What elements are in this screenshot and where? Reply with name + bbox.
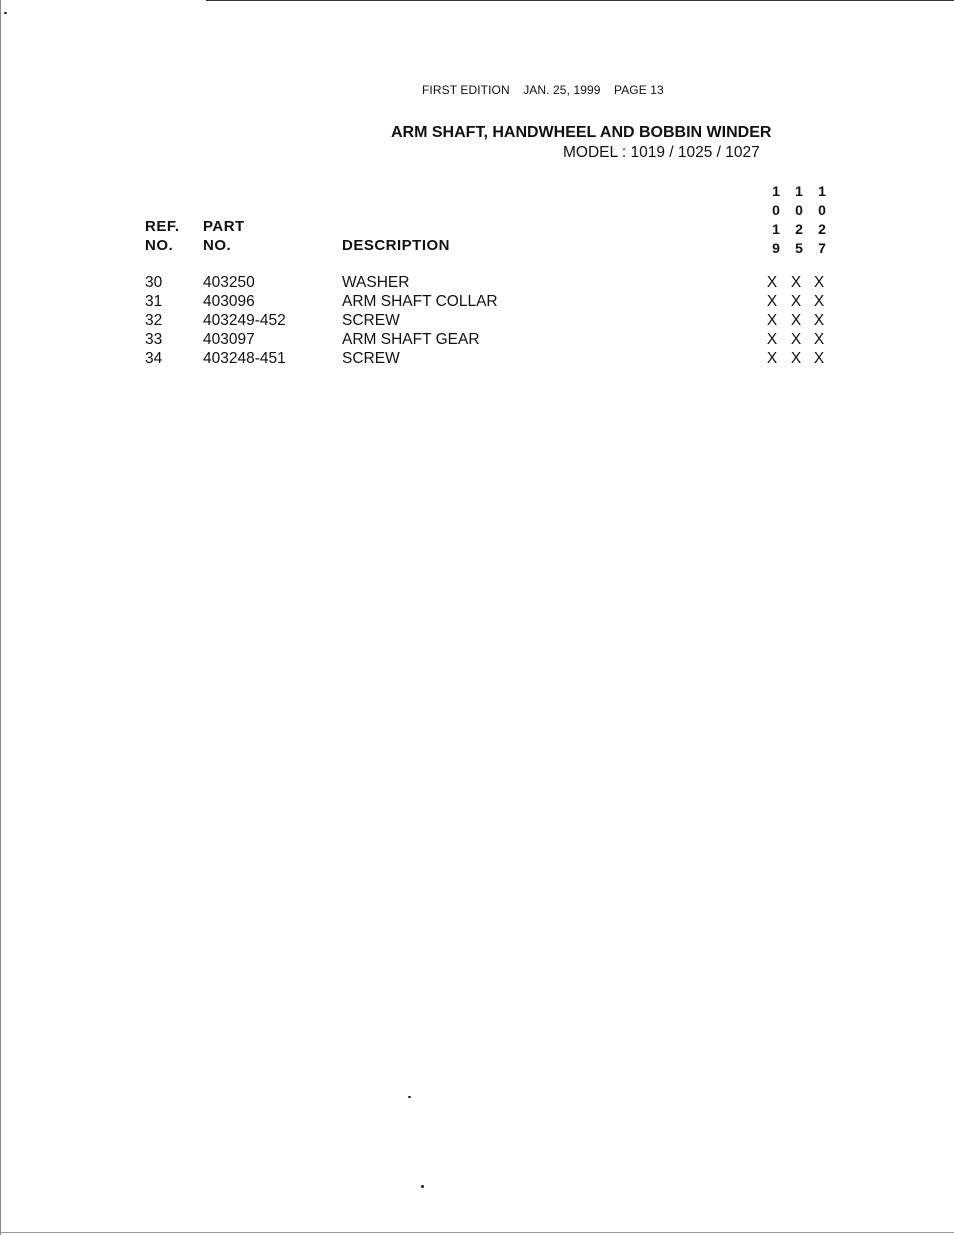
part-description: ARM SHAFT GEAR: [342, 331, 480, 348]
page-number: PAGE 13: [613, 83, 664, 97]
scan-bottom-border: [0, 1232, 954, 1233]
scan-speck: [408, 1096, 411, 1098]
part-number: 403097: [203, 331, 255, 348]
ref-header-bottom: NO.: [145, 237, 174, 254]
model-digit: 2: [818, 221, 826, 237]
part-description: ARM SHAFT COLLAR: [342, 293, 498, 310]
ref-number: 32: [145, 312, 163, 329]
scan-top-border: [206, 0, 954, 1]
model-mark: X: [813, 293, 825, 310]
model-mark: X: [766, 350, 778, 367]
edition-label: FIRST EDITION: [422, 83, 510, 97]
model-mark: X: [813, 331, 825, 348]
model-digit: 9: [772, 240, 780, 256]
ref-number: 33: [145, 331, 163, 348]
model-mark: X: [790, 274, 802, 291]
scan-speck: [421, 1185, 424, 1188]
page-header: [422, 83, 674, 97]
model-column-header: [792, 182, 806, 258]
model-mark: X: [766, 293, 778, 310]
model-mark: X: [813, 274, 825, 291]
model-mark: X: [790, 293, 802, 310]
part-number: 403249-452: [203, 312, 286, 329]
model-digit: 5: [795, 240, 803, 256]
model-line: MODEL : 1019 / 1025 / 1027: [563, 144, 760, 161]
model-digit: 1: [795, 183, 803, 199]
model-digit: 0: [795, 202, 803, 218]
scan-speck: [4, 12, 7, 14]
description-header: DESCRIPTION: [342, 237, 451, 254]
ref-number: 34: [145, 350, 163, 367]
page-title: ARM SHAFT, HANDWHEEL AND BOBBIN WINDER: [391, 124, 772, 141]
model-digit: 1: [772, 183, 780, 199]
scan-left-border: [0, 0, 1, 1235]
model-mark: X: [766, 331, 778, 348]
ref-header-top: REF.: [145, 218, 180, 235]
model-digit: 2: [795, 221, 803, 237]
model-mark: X: [766, 312, 778, 329]
part-number: 403250: [203, 274, 255, 291]
model-mark: X: [813, 312, 825, 329]
table-row: [0, 311, 954, 330]
part-description: SCREW: [342, 312, 400, 329]
model-mark: X: [790, 312, 802, 329]
parts-table: [0, 273, 954, 368]
model-digit: 0: [818, 202, 826, 218]
model-digit: 7: [818, 240, 826, 256]
table-row: [0, 330, 954, 349]
model-mark: X: [790, 350, 802, 367]
ref-number: 31: [145, 293, 163, 310]
model-mark: X: [766, 274, 778, 291]
part-description: WASHER: [342, 274, 410, 291]
table-row: [0, 273, 954, 292]
table-row: [0, 349, 954, 368]
model-column-header: [769, 182, 783, 258]
ref-number: 30: [145, 274, 163, 291]
model-digit: 1: [818, 183, 826, 199]
part-header-top: PART: [203, 218, 245, 235]
edition-date: JAN. 25, 1999: [523, 83, 601, 97]
model-column-header: [815, 182, 829, 258]
model-digit: 0: [772, 202, 780, 218]
model-digit: 1: [772, 221, 780, 237]
model-mark: X: [813, 350, 825, 367]
part-header-bottom: NO.: [203, 237, 232, 254]
table-row: [0, 292, 954, 311]
part-description: SCREW: [342, 350, 400, 367]
part-number: 403096: [203, 293, 255, 310]
model-mark: X: [790, 331, 802, 348]
part-number: 403248-451: [203, 350, 286, 367]
